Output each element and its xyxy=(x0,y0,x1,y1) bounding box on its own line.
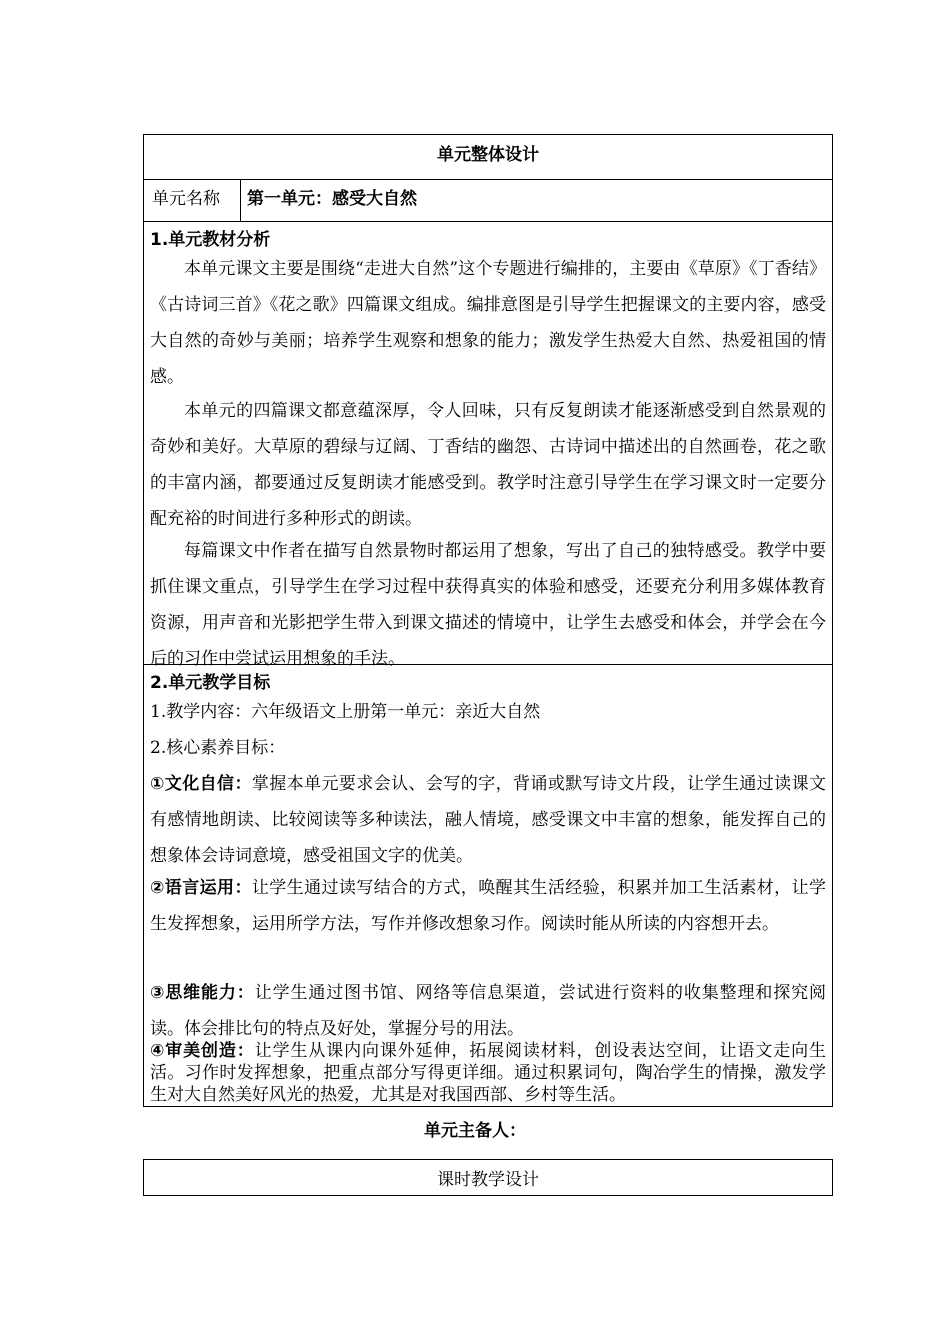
goals-heading: 2.单元教学目标 xyxy=(150,673,271,693)
table-title: 单元整体设计 xyxy=(437,145,539,165)
lesson-design-table xyxy=(143,1159,833,1196)
column-divider xyxy=(240,180,241,221)
unit-preparer-label: 单元主备人： xyxy=(424,1121,526,1141)
goal-item-3-text: 让学生通过图书馆、网络等信息渠道，尝试进行资料的收集整理和探究阅读。体会排比句的特点及好处，掌握分号的用法。 xyxy=(150,983,826,1039)
unit-design-table xyxy=(143,134,833,1107)
unit-name-label: 单元名称 xyxy=(152,189,220,209)
unit-name-value: 第一单元：感受大自然 xyxy=(247,189,417,209)
goal-item-2 xyxy=(150,870,826,942)
goal-item-4 xyxy=(150,1040,826,1106)
goals-row xyxy=(144,665,832,1108)
goal-item-2-label: ②语言运用： xyxy=(150,878,252,898)
analysis-paragraph-1: 本单元课文主要是围绕“走进大自然”这个专题进行编排的，主要由《草原》《丁香结》《古诗词三首》《花之歌》四篇课文组成。编排意图是引导学生把握课文的主要内容，感受大自然的奇妙与美丽；培养学生观察和想象的能力；激发学生热爱大自然、热爱祖国的情感。 xyxy=(150,259,826,387)
goal-item-3-label: ③思维能力： xyxy=(150,983,255,1003)
teaching-content-line: 1.教学内容：六年级语文上册第一单元：亲近大自然 xyxy=(150,702,541,722)
goal-item-3 xyxy=(150,975,826,1047)
goal-item-4-text: 让学生从课内向课外延伸，拓展阅读材料，创设表达空间，让语文走向生活。习作时发挥想象，把重点部分写得更详细。通过积累词句，陶冶学生的情操，激发学生对大自然美好风光的热爱，尤其是对我国西部、乡村等生活。 xyxy=(150,1041,826,1105)
analysis-paragraph-2: 本单元的四篇课文都意蕴深厚，令人回味，只有反复朗读才能逐渐感受到自然景观的奇妙和美好。大草原的碧绿与辽阔、丁香结的幽怨、古诗词中描述出的自然画卷，花之歌的丰富内涵，都要通过反复朗读才能感受到。教学时注意引导学生在学习课文时一定要分配充裕的时间进行多种形式的朗读。 xyxy=(150,401,826,529)
core-literacy-line: 2.核心素养目标： xyxy=(150,738,286,758)
lesson-design-title: 课时教学设计 xyxy=(437,1170,539,1190)
goal-item-1 xyxy=(150,766,826,874)
analysis-heading: 1.单元教材分析 xyxy=(150,230,271,250)
table-title-row xyxy=(144,135,832,180)
unit-name-row xyxy=(144,180,832,222)
goal-item-1-label: ①文化自信： xyxy=(150,774,252,794)
analysis-row xyxy=(144,222,832,669)
goal-item-1-text: 掌握本单元要求会认、会写的字，背诵或默写诗文片段，让学生通过读课文有感情地朗读、比较阅读等多种读法，融人情境，感受课文中丰富的想象，能发挥自己的想象体会诗词意境，感受祖国文字的优美。 xyxy=(150,774,826,866)
analysis-paragraph-3: 每篇课文中作者在描写自然景物时都运用了想象，写出了自己的独特感受。教学中要抓住课文重点，引导学生在学习过程中获得真实的体验和感受，还要充分利用多媒体教育资源，用声音和光影把学生带入到课文描述的情境中，让学生去感受和体会，并学会在今后的习作中尝试运用想象的手法。 xyxy=(150,541,826,669)
goal-item-4-label: ④审美创造： xyxy=(150,1041,255,1061)
goal-item-2-text: 让学生通过读写结合的方式，唤醒其生活经验，积累并加工生活素材，让学生发挥想象，运用所学方法，写作并修改想象习作。阅读时能从所读的内容想开去。 xyxy=(150,878,826,934)
